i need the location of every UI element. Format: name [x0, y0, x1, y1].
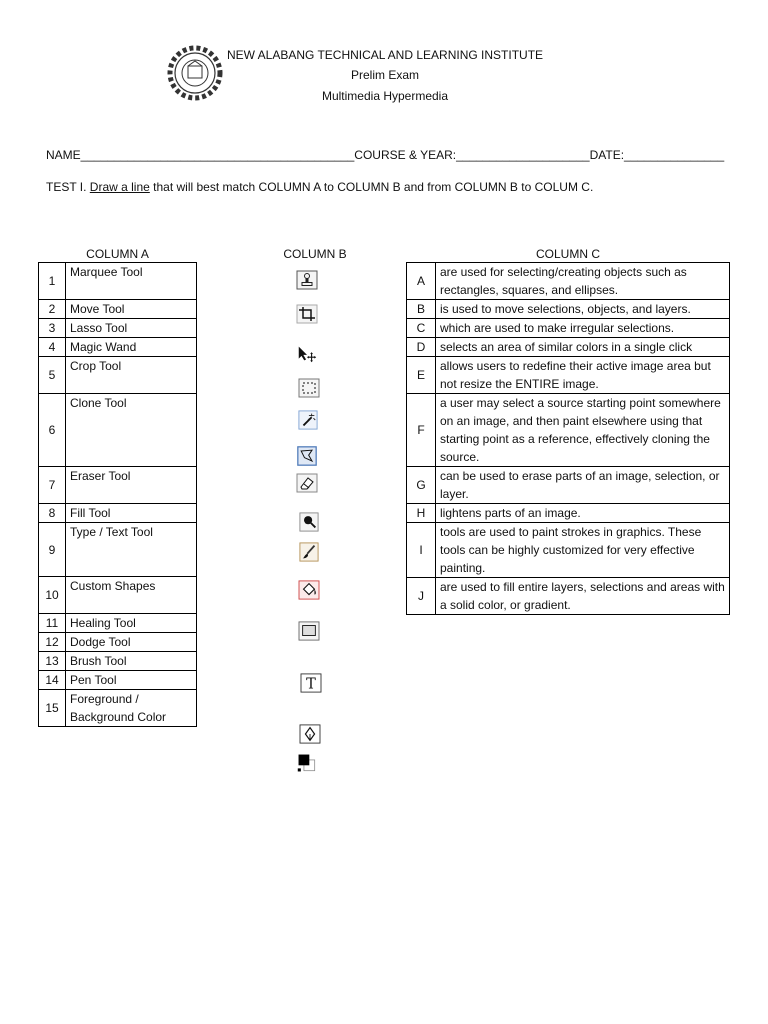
row-number: 13 [39, 652, 66, 671]
tool-name: Magic Wand [66, 338, 197, 357]
tool-name: Custom Shapes [66, 577, 197, 614]
row-letter: I [407, 523, 436, 578]
row-letter: C [407, 319, 436, 338]
row-number: 15 [39, 690, 66, 727]
row-letter: H [407, 504, 436, 523]
column-a-heading: COLUMN A [86, 247, 149, 261]
column-c-row [407, 319, 730, 338]
column-c-row [407, 357, 730, 394]
column-a-row [39, 633, 197, 652]
tool-name: Lasso Tool [66, 319, 197, 338]
brush-icon [298, 542, 320, 562]
subject-title: Multimedia Hypermedia [321, 89, 449, 103]
column-a-row [39, 504, 197, 523]
row-letter: J [407, 578, 436, 615]
column-a-table [38, 262, 197, 727]
column-c-row [407, 338, 730, 357]
marquee-icon [298, 378, 320, 398]
column-c-row [407, 300, 730, 319]
row-letter: G [407, 467, 436, 504]
column-a-row [39, 467, 197, 504]
column-a-row [39, 671, 197, 690]
instruction-rest: that will best match COLUMN A to COLUMN B and from COLUMN B to COLUM C. [149, 180, 594, 194]
tool-name: Eraser Tool [66, 467, 197, 504]
column-c-table [406, 262, 730, 615]
column-a-row [39, 357, 197, 394]
tool-name: Crop Tool [66, 357, 197, 394]
tool-name: Marquee Tool [66, 263, 197, 300]
column-a-row [39, 394, 197, 467]
column-c-row [407, 578, 730, 615]
row-number: 10 [39, 577, 66, 614]
column-c-row [407, 504, 730, 523]
description: allows users to redefine their active image area but not resize the ENTIRE image. [436, 357, 730, 394]
institute-name: NEW ALABANG TECHNICAL AND LEARNING INSTITUTE [226, 48, 544, 62]
tool-name: Move Tool [66, 300, 197, 319]
column-c-row [407, 263, 730, 300]
crop-icon [296, 304, 318, 324]
description: a user may select a source starting point somewhere on an image, and then paint elsewhere using that starting point as a reference, effectively cloning the source. [436, 394, 730, 467]
column-a-row [39, 652, 197, 671]
row-number: 7 [39, 467, 66, 504]
test-instruction [46, 180, 593, 194]
eraser-icon [296, 473, 318, 493]
description: which are used to make irregular selections. [436, 319, 730, 338]
pen-icon [299, 724, 321, 744]
row-letter: B [407, 300, 436, 319]
tool-name: Fill Tool [66, 504, 197, 523]
description: tools are used to paint strokes in graphics. These tools can be highly customized for very effective painting. [436, 523, 730, 578]
tool-name: Pen Tool [66, 671, 197, 690]
fill-icon [298, 580, 320, 600]
name-course-date-line: NAME_________________________________________COURSE & YEAR:____________________DATE:_______________ [46, 148, 725, 162]
instruction-prefix: TEST I. [46, 180, 90, 194]
column-b-heading: COLUMN B [283, 247, 347, 261]
column-a-row [39, 523, 197, 577]
row-number: 6 [39, 394, 66, 467]
row-number: 2 [39, 300, 66, 319]
clone-stamp-icon [296, 270, 318, 290]
column-a-row [39, 577, 197, 614]
description: can be used to erase parts of an image, selection, or layer. [436, 467, 730, 504]
column-a-row [39, 614, 197, 633]
column-a-row [39, 690, 197, 727]
column-c-heading: COLUMN C [535, 247, 600, 261]
tool-name: Clone Tool [66, 394, 197, 467]
row-number: 9 [39, 523, 66, 577]
row-number: 11 [39, 614, 66, 633]
tool-name: Type / Text Tool [66, 523, 197, 577]
custom-shape-icon [298, 621, 320, 641]
column-a-row [39, 319, 197, 338]
move-icon [296, 344, 318, 364]
row-letter: E [407, 357, 436, 394]
tool-name: Foreground / Background Color [66, 690, 197, 727]
row-letter: F [407, 394, 436, 467]
exam-title: Prelim Exam [350, 68, 419, 82]
description: selects an area of similar colors in a single click [436, 338, 730, 357]
type-icon [300, 673, 322, 693]
description: are used for selecting/creating objects such as rectangles, squares, and ellipses. [436, 263, 730, 300]
row-number: 5 [39, 357, 66, 394]
column-a-row [39, 338, 197, 357]
column-c-row [407, 467, 730, 504]
row-number: 3 [39, 319, 66, 338]
row-number: 1 [39, 263, 66, 300]
dodge-icon [298, 512, 320, 532]
column-c-row [407, 394, 730, 467]
svg-text:T: T [306, 676, 316, 693]
tool-name: Dodge Tool [66, 633, 197, 652]
row-number: 4 [39, 338, 66, 357]
tool-name: Brush Tool [66, 652, 197, 671]
row-number: 8 [39, 504, 66, 523]
description: is used to move selections, objects, and layers. [436, 300, 730, 319]
row-letter: D [407, 338, 436, 357]
foreground-background-icon [296, 753, 318, 773]
column-c-row [407, 523, 730, 578]
column-a-row [39, 263, 197, 300]
lasso-icon [296, 446, 318, 466]
magic-wand-icon [297, 410, 319, 430]
tool-name: Healing Tool [66, 614, 197, 633]
column-a-row [39, 300, 197, 319]
row-letter: A [407, 263, 436, 300]
row-number: 12 [39, 633, 66, 652]
instruction-emphasis: Draw a line [89, 180, 150, 194]
description: lightens parts of an image. [436, 504, 730, 523]
row-number: 14 [39, 671, 66, 690]
description: are used to fill entire layers, selections and areas with a solid color, or gradient. [436, 578, 730, 615]
